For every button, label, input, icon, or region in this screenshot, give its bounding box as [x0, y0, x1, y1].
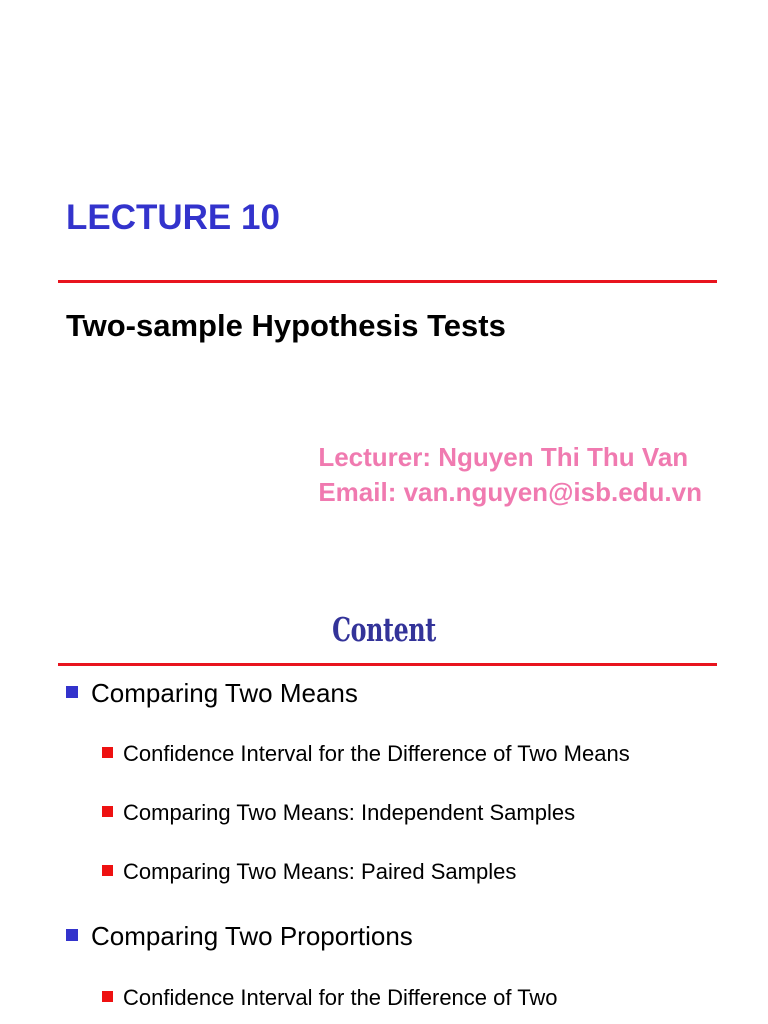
slide-subtitle: Two-sample Hypothesis Tests: [66, 308, 506, 343]
outline-item-text: Comparing Two Means: Paired Samples: [123, 859, 517, 884]
red-square-bullet-icon: [102, 865, 113, 876]
outline-item-6: [102, 983, 558, 1013]
outline-item-2: [102, 739, 630, 769]
red-square-bullet-icon: [102, 806, 113, 817]
outline-item-text: Comparing Two Means: Independent Samples: [123, 800, 576, 825]
lecturer-email: Email: van.nguyen@isb.edu.vn: [318, 477, 702, 507]
lecturer-info: [318, 440, 702, 510]
red-square-bullet-icon: [102, 747, 113, 758]
title-divider: [58, 280, 717, 283]
outline-item-text: Confidence Interval for the Difference of Two: [123, 985, 558, 1010]
content-heading: Content: [332, 610, 436, 649]
outline-item-text: Comparing Two Proportions: [91, 921, 413, 951]
outline-item-text: Confidence Interval for the Difference of Two Means: [123, 741, 630, 766]
blue-square-bullet-icon: [66, 686, 78, 698]
outline-item-3: [102, 798, 575, 828]
outline-item-4: [102, 857, 516, 887]
outline-item-5: [66, 919, 413, 953]
lecture-title: LECTURE 10: [66, 198, 280, 237]
blue-square-bullet-icon: [66, 929, 78, 941]
outline-item-1: [66, 676, 358, 710]
outline-item-text: Comparing Two Means: [91, 678, 358, 708]
red-square-bullet-icon: [102, 991, 113, 1002]
lecturer-name: Lecturer: Nguyen Thi Thu Van: [318, 442, 689, 472]
content-divider: [58, 663, 717, 666]
